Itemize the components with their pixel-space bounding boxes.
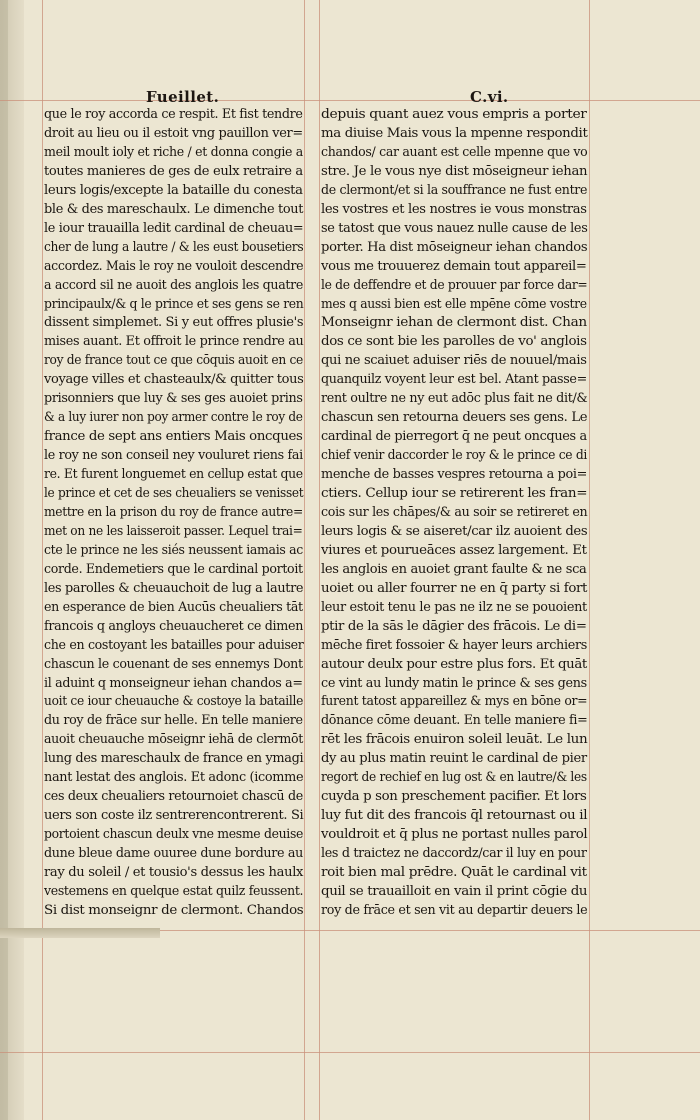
text-line: vouldroit et q̄ plus ne portast nulles parol <box>321 827 588 843</box>
ruling-line <box>589 0 590 1120</box>
text-line: cuyda p son preschement pacifier. Et lors <box>321 789 587 805</box>
text-line: prisonniers que luy & ses ges auoiet prins <box>44 391 303 407</box>
folio-heading-left: Fueillet. <box>146 88 220 106</box>
folio-heading-right: C.vi. <box>470 88 509 106</box>
text-line: luy fut dit des francois q̄l retournast ou il <box>321 808 588 824</box>
text-line: rēt les frācois enuiron soleil leuāt. Le lun <box>321 732 588 748</box>
text-line: furent tatost appareillez & mys en bōne or= <box>321 694 588 710</box>
text-line: mes q aussi bien est elle mpēne cōme vostre <box>321 296 587 312</box>
text-line: toutes manieres de ges de eulx retraire a <box>44 163 303 179</box>
text-line: depuis quant auez vous empris a porter <box>321 107 587 122</box>
text-line: ctiers. Cellup iour se retirerent les fran= <box>321 486 588 501</box>
text-line: viures et pourueāces assez largement. Et <box>321 542 587 558</box>
text-line: auoit cheuauche mōseignr iehā de clermōt <box>44 732 303 748</box>
text-line: mēche firet fossoier & hayer leurs archiers <box>321 637 587 653</box>
text-line: uoit ce iour cheuauche & costoye la bataille <box>44 694 304 710</box>
text-line: porter. Ha dist mōseigneur iehan chandos <box>321 239 588 255</box>
text-line: chandos/ car auant est celle mpenne que vo <box>321 144 588 160</box>
text-line: le iour trauailla ledit cardinal de cheuau= <box>44 220 304 236</box>
ruling-line <box>0 100 700 101</box>
text-line: cte le prince ne les siés neussent iamais ac <box>44 542 303 558</box>
text-line: chascun sen retourna deuers ses gens. Le <box>321 410 588 426</box>
ruling-line <box>0 1052 700 1053</box>
text-line: lung des mareschaulx de france en ymagi <box>44 751 304 767</box>
text-line: quanquilz voyent leur est bel. Atant passe= <box>321 372 587 388</box>
text-line: cardinal de pierregort q̄ ne peut oncques a <box>321 429 587 445</box>
text-line: de clermont/et si la souffrance ne fust entre <box>321 182 588 198</box>
text-line: les d traictez ne daccordz/car il luy en pour <box>321 846 587 862</box>
text-line: Monseignr iehan de clermont dist. Chan <box>321 315 587 331</box>
text-line: vestemens en quelque estat quilz feussent. <box>44 883 304 899</box>
text-line: autour deulx pour estre plus fors. Et quāt <box>321 656 587 672</box>
text-line: uoiet ou aller fourrer ne en q̄ party si fort <box>321 580 588 596</box>
text-line: du roy de frāce sur helle. En telle maniere <box>44 713 303 729</box>
text-line: corde. Endemetiers que le cardinal portoit <box>44 561 303 577</box>
text-line: dos ce sont bie les parolles de vo' anglois <box>321 334 587 350</box>
text-line: mises auant. Et offroit le prince rendre au <box>44 334 304 350</box>
text-line: ptir de la sās le dāgier des frācois. Le di= <box>321 618 587 634</box>
text-line: a accord sil ne auoit des anglois les quatre <box>44 277 303 293</box>
text-line: roy de frāce et sen vit au departir deuers le <box>321 902 588 918</box>
text-line: france de sept ans entiers Mais oncques <box>44 429 303 445</box>
text-line: ray du soleil / et tousio's dessus les haulx <box>44 865 304 880</box>
text-line: Si dist monseignr de clermont. Chandos <box>44 902 304 918</box>
page-fold <box>0 928 160 938</box>
text-line: leurs logis/excepte la bataille du conesta <box>44 182 303 198</box>
text-line: se tatost que vous nauez nulle cause de les <box>321 220 588 236</box>
text-line: re. Et furent longuemet en cellup estat que <box>44 467 303 483</box>
ruling-line <box>319 0 320 1120</box>
text-line: uers son coste ilz sentrerencontrerent. Si <box>44 808 304 824</box>
ruling-line <box>42 0 43 1120</box>
text-line: vous me trouuerez demain tout appareil= <box>321 258 587 274</box>
text-line: les anglois en auoiet grant faulte & ne sca <box>321 561 587 577</box>
text-line: roit bien mal prēdre. Quāt le cardinal vit <box>321 865 587 880</box>
text-line: accordez. Mais le roy ne vouloit descendre <box>44 258 304 274</box>
text-line: quil se trauailloit en vain il print cōgie du <box>321 883 588 899</box>
text-line: ces deux cheualiers retournoiet chascū de <box>44 789 303 805</box>
text-line: le roy ne son conseil ney vouluret riens fai <box>44 448 303 464</box>
text-line: dissent simplemet. Si y eut offres plusie's <box>44 315 304 331</box>
text-line: chief venir daccorder le roy & le prince ce di <box>321 448 588 464</box>
text-line: stre. Je le vous nye dist mōseigneur iehan <box>321 163 588 179</box>
text-line: droit au lieu ou il estoit vng pauillon ver= <box>44 125 303 141</box>
text-line: mettre en la prison du roy de france autre= <box>44 504 303 520</box>
text-line: que le roy accorda ce respit. Et fist tendre <box>44 107 303 122</box>
text-line: chascun le couenant de ses ennemys Dont <box>44 656 303 672</box>
text-line: dōnance cōme deuant. En telle maniere fi= <box>321 713 588 729</box>
text-line: regort de rechief en lug ost & en lautre/& les <box>321 770 587 786</box>
text-line: en esperance de bien Aucūs cheualiers tāt <box>44 599 303 615</box>
text-line: rent oultre ne ny eut adōc plus fait ne dit/& <box>321 391 588 407</box>
text-line: met on ne les laisseroit passer. Lequel trai= <box>44 523 303 539</box>
text-line: & a luy iurer non poy armer contre le roy de <box>44 410 303 426</box>
text-line: le prince et cet de ses cheualiers se venisset <box>44 486 304 501</box>
text-line: ble & des mareschaulx. Le dimenche tout <box>44 201 304 217</box>
text-line: ma diuise Mais vous la mpenne respondit <box>321 125 588 141</box>
text-line: menche de basses vespres retourna a poi= <box>321 467 588 483</box>
text-line: roy de france tout ce que cōquis auoit en ce <box>44 353 303 369</box>
text-line: les vostres et les nostres ie vous monstras <box>321 201 587 217</box>
text-line: leur estoit tenu le pas ne ilz ne se pouoient <box>321 599 587 615</box>
text-line: nant lestat des anglois. Et adonc (icomme <box>44 770 304 786</box>
text-line: cois sur les chāpes/& au soir se retireret en <box>321 504 588 520</box>
text-line: dy au plus matin reuint le cardinal de pier <box>321 751 587 767</box>
text-line: cher de lung a lautre / & les eust bousetiers <box>44 239 304 255</box>
text-line: qui ne scaiuet aduiser riēs de nouuel/mais <box>321 353 587 369</box>
text-line: le de deffendre et de prouuer par force dar= <box>321 277 588 293</box>
page-binding-edge <box>0 0 8 1120</box>
text-line: portoient chascun deulx vne mesme deuise <box>44 827 304 843</box>
text-line: il aduint q monseigneur iehan chandos a= <box>44 675 303 691</box>
text-line: dune bleue dame ouuree dune bordure au <box>44 846 303 862</box>
text-line: voyage villes et chasteaulx/& quitter tous <box>44 372 304 388</box>
text-line: che en costoyant les batailles pour aduiser <box>44 637 304 653</box>
text-line: francois q angloys cheuaucheret ce dimen <box>44 618 304 634</box>
text-line: leurs logis & se aiseret/car ilz auoient des <box>321 523 588 539</box>
text-line: meil moult ioly et riche / et donna congie a <box>44 144 303 160</box>
text-line: les parolles & cheuauchoit de lug a lautre <box>44 580 304 596</box>
text-line: principaulx/& q le prince et ses gens se ren <box>44 296 304 312</box>
text-line: ce vint au lundy matin le prince & ses gens <box>321 675 587 691</box>
ruling-line <box>304 0 305 1120</box>
